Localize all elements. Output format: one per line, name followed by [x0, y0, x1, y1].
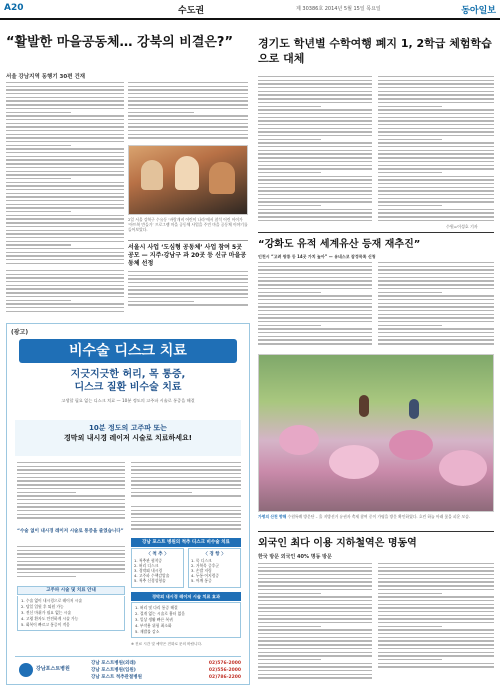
list-item: 2. 거북목 증후군	[191, 563, 220, 568]
phone-row	[91, 660, 241, 667]
list-item: 1. 허리 및 다리 통증 해결	[135, 605, 178, 610]
ad-list-spine	[131, 548, 184, 588]
ad-treatment-lists	[131, 548, 241, 588]
ad-body-right-2	[131, 506, 241, 534]
article1-sidebox	[128, 240, 248, 316]
phone-number: 02)556-2000	[208, 668, 241, 673]
ad-box-title: 고주파 시술 및 치료 안내	[17, 586, 125, 595]
article1-subhead: 서울 강남지역 동행기 30편 건재	[6, 74, 86, 80]
list-item: 1. 목 디스크	[191, 558, 212, 563]
advertisement	[6, 323, 250, 685]
article2-headline: 경기도 학년별 수학여행 폐지 1, 2학급 체험학습으로 대체	[258, 37, 492, 65]
list-item: 5. 어깨 통증	[191, 578, 212, 583]
article4-body-left	[258, 563, 372, 683]
article2-byline: 수원=이성호 기자	[446, 224, 478, 229]
ad-slogan	[17, 368, 239, 394]
article3-subhead: 인천시 “고려 왕릉 등 14곳 가치 높아” — 유네스코 잠정목록 신청	[258, 254, 376, 259]
ad-highlight-line2: 경막외 내시경 레이저 시술로 치료하세요!	[64, 434, 192, 442]
garden-photo	[258, 354, 494, 512]
article2-body-left	[258, 76, 372, 226]
ad-highlight-line1: 10분 정도의 고주파 또는	[89, 424, 167, 432]
article4-subhead: 한국 방문 외국인 40% 명동 방문	[258, 554, 332, 560]
hospital-logo-text: 강남포스트병원	[36, 666, 70, 672]
phone-row	[91, 674, 241, 681]
article3-body-left	[258, 262, 372, 350]
list-item: 5. 재발률 감소	[135, 629, 160, 634]
article1-photo	[128, 145, 248, 215]
article1-body-right	[128, 82, 248, 142]
sidebox-title: 서울시 사업 ‘도심형 공동체’ 사업 참여 5곳 공모 — 지주·강남구 과 20곳 등 신규 마을공동체 선정	[128, 244, 247, 267]
list-item: 3. 경막외 내시경	[134, 568, 163, 573]
article3-headline: “강화도 유적 세계유산 등재 재추진”	[258, 232, 494, 251]
list-item: 5. 척추 신경성형술	[134, 578, 166, 583]
list-item: 5. 회복이 빠르고 통증이 적음	[21, 622, 70, 627]
list-item: 1. 수술 없이 내시경으로 레이저 시술	[21, 598, 83, 603]
ad-highlight	[15, 420, 241, 456]
masthead	[0, 0, 500, 20]
page-number: A20	[4, 3, 24, 13]
section-name: 수도권	[178, 6, 205, 16]
article1-photo-caption: 2일 서울 강북구 수유동 ‘바람개비 어린이 나라’에서 참석 어린 아이가 ‘아트북 만들기’ 프로그램 마을 공동체 사업을 주민 마을 공동체 이야기를 들어보았다.	[128, 217, 248, 232]
ad-body-left	[17, 462, 125, 524]
article1-headline: “활발한 마을공동체… 강북의 비결은?”	[6, 35, 234, 50]
ad-contact	[15, 656, 241, 682]
ad-body-left-2	[17, 546, 125, 582]
caption-label: 가평의 산천 향해	[258, 514, 287, 519]
list-item: 2. 당일 입원 후 퇴원 가능	[21, 604, 64, 609]
newspaper-logo: 동아일보	[461, 6, 496, 16]
ad-description: 고생할 필요 없는 디스크 치료 — 10분 정도의 고주파 시술로 통증을 해결	[61, 398, 195, 403]
ad-slogan-line2: 디스크 질환 비수술 치료	[74, 382, 182, 393]
list-item: 4. 고령 환자도 안전하게 시술 가능	[21, 616, 79, 621]
ad-list-spine-title: 〈 척 추 〉	[146, 552, 169, 557]
list-item: 4. 두통·어지럼증	[191, 573, 220, 578]
ad-box-list	[17, 596, 125, 631]
ad-treatment-label: 강남 포스트 병원의 척추 디스크 비수술 치료	[131, 538, 241, 547]
article2-body-right	[378, 76, 494, 226]
phone-number: 02)576-2000	[208, 661, 241, 666]
sidebox-body	[128, 271, 248, 311]
phone-row	[91, 667, 241, 674]
list-item: 3. 일상 생활 빠른 복귀	[135, 617, 173, 622]
ad-quote: “수술 없이 내시경 레이저 시술로 통증을 줄였습니다”	[17, 529, 124, 534]
ad-phone-list	[91, 660, 241, 681]
list-item: 4. 고주파 수핵감압술	[134, 573, 170, 578]
ad-body-right	[131, 462, 241, 502]
ad-slogan-line1: 지긋지긋한 허리, 목 통증,	[70, 369, 186, 380]
ad-effect-label: 경막외 내시경 레이저 시술 치료 효과	[131, 592, 241, 601]
list-item: 2. 절개 없는 시술로 흉터 없음	[135, 611, 186, 616]
ad-tag: (광고)	[11, 329, 29, 336]
list-item: 3. 전신 마취가 필요 없는 시술	[21, 610, 72, 615]
article1-body-continued	[6, 270, 124, 315]
article4-body-right	[378, 563, 494, 673]
ad-title: 비수술 디스크 치료	[19, 339, 237, 363]
caption-text: 수원특례 방문단 – 올 지방선거 유권자 축제 참여 중이 가평을 방문 확인하였다. 흐린 하늘 아래 꽃을 피운 모습.	[287, 514, 471, 519]
phone-name: 강남 포스트병원(입원)	[91, 668, 136, 673]
article3-body-right	[378, 262, 494, 350]
list-item: 3. 손발 저림	[191, 568, 212, 573]
ad-list-neck	[188, 548, 241, 588]
phone-name: 강남 포스트 척추관절병원	[91, 675, 142, 680]
list-item: 4. 부작용 위험 최소화	[135, 623, 172, 628]
phone-number: 02)786-2200	[208, 675, 241, 680]
hospital-logo-icon	[19, 663, 33, 677]
phone-name: 강남 포스트병원(외래)	[91, 661, 136, 666]
list-item: 2. 허리 디스크	[134, 563, 159, 568]
ad-list-neck-title: 〈 경 항 〉	[203, 552, 226, 557]
article4-headline: 외국인 최다 이용 지하철역은 명동역	[258, 531, 494, 550]
ad-effect-list	[131, 602, 241, 638]
ad-note: ※ 진료 시간 및 예약은 전화로 문의 바랍니다.	[131, 642, 203, 646]
garden-photo-caption	[258, 514, 494, 519]
article1-body-left	[6, 82, 124, 267]
issue-date: 제 30386호 2014년 5월 15일 목요일	[296, 6, 381, 12]
list-item: 1. 척추관 협착증	[134, 558, 163, 563]
hospital-logo	[19, 661, 77, 679]
